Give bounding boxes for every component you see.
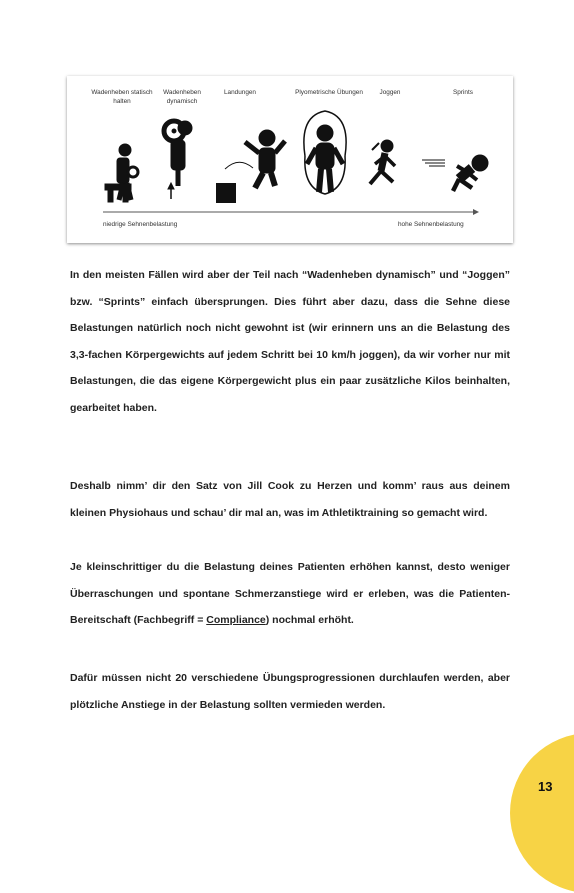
page-number: 13: [538, 779, 553, 794]
axis-label-high: hohe Sehnenbelastung: [398, 221, 464, 228]
stage-label-plyometrics: Plyometrische Übungen: [295, 89, 363, 96]
jogging-figure-icon: [370, 140, 395, 184]
paragraph-3-text-end: ) nochmal erhöht.: [265, 614, 354, 626]
paragraph-1: In den meisten Fällen wird aber der Teil nach “Wadenheben dynamisch” und “Joggen” bzw. “Sprints” einfach übersprungen. Dies führt aber dazu, dass die Sehne diese Belastungen natürlich noch nicht gewohnt ist (wir erinnern uns an die Belastung des 3,3-fachen Körpergewichts auf jedem Schritt bei 10 km/h joggen), da wir vorher nur mit Belastungen, die das eigene Körpergewicht plus ein paar zusätzliche Kilos beinhalten, gearbeitet haben.: [70, 269, 510, 414]
paragraph-4: Dafür müssen nicht 20 verschiedene Übungsprogressionen durchlaufen werden, aber plötzliche Anstiege in der Belastung sollten vermieden werden.: [70, 672, 510, 711]
jumping-figure-icon: [245, 130, 285, 188]
compliance-term: Compliance: [206, 614, 266, 626]
jump-rope-icon: [304, 111, 346, 194]
page-corner-accent: [510, 733, 574, 893]
dynamic-calf-raise-icon: [164, 121, 192, 199]
stage-label-jogging: Joggen: [379, 89, 401, 96]
stage-label-landings: Landungen: [224, 89, 256, 96]
paragraph-2: Deshalb nimm’ dir den Satz von Jill Cook zu Herzen und komm’ raus aus deinem kleinen Physiohaus und schau’ dir mal an, was im Athletiktraining so gemacht wird.: [70, 480, 510, 519]
load-axis-arrow: [103, 209, 479, 215]
progression-illustration: [67, 76, 513, 243]
landing-box-icon: [216, 162, 253, 203]
sprinting-figure-icon: [453, 155, 488, 191]
stage-label-calf-raise-static: Wadenheben statisch halten: [91, 89, 153, 105]
static-calf-raise-icon: [105, 144, 138, 202]
paragraph-3: [70, 554, 510, 634]
paragraph-3-text-start: Je kleinschrittiger du die Belastung deines Patienten erhöhen kannst, desto weniger Überraschungen und spontane Schmerzanstiege wird er erleben, was die Patienten-Bereitschaft (Fachbegriff =: [70, 561, 510, 626]
load-progression-figure: [67, 76, 513, 243]
speed-lines-icon: [422, 160, 445, 166]
stage-label-sprints: Sprints: [453, 89, 473, 96]
stage-label-calf-raise-dynamic: Wadenheben dynamisch: [163, 89, 201, 105]
axis-label-low: niedrige Sehnenbelastung: [103, 221, 178, 228]
